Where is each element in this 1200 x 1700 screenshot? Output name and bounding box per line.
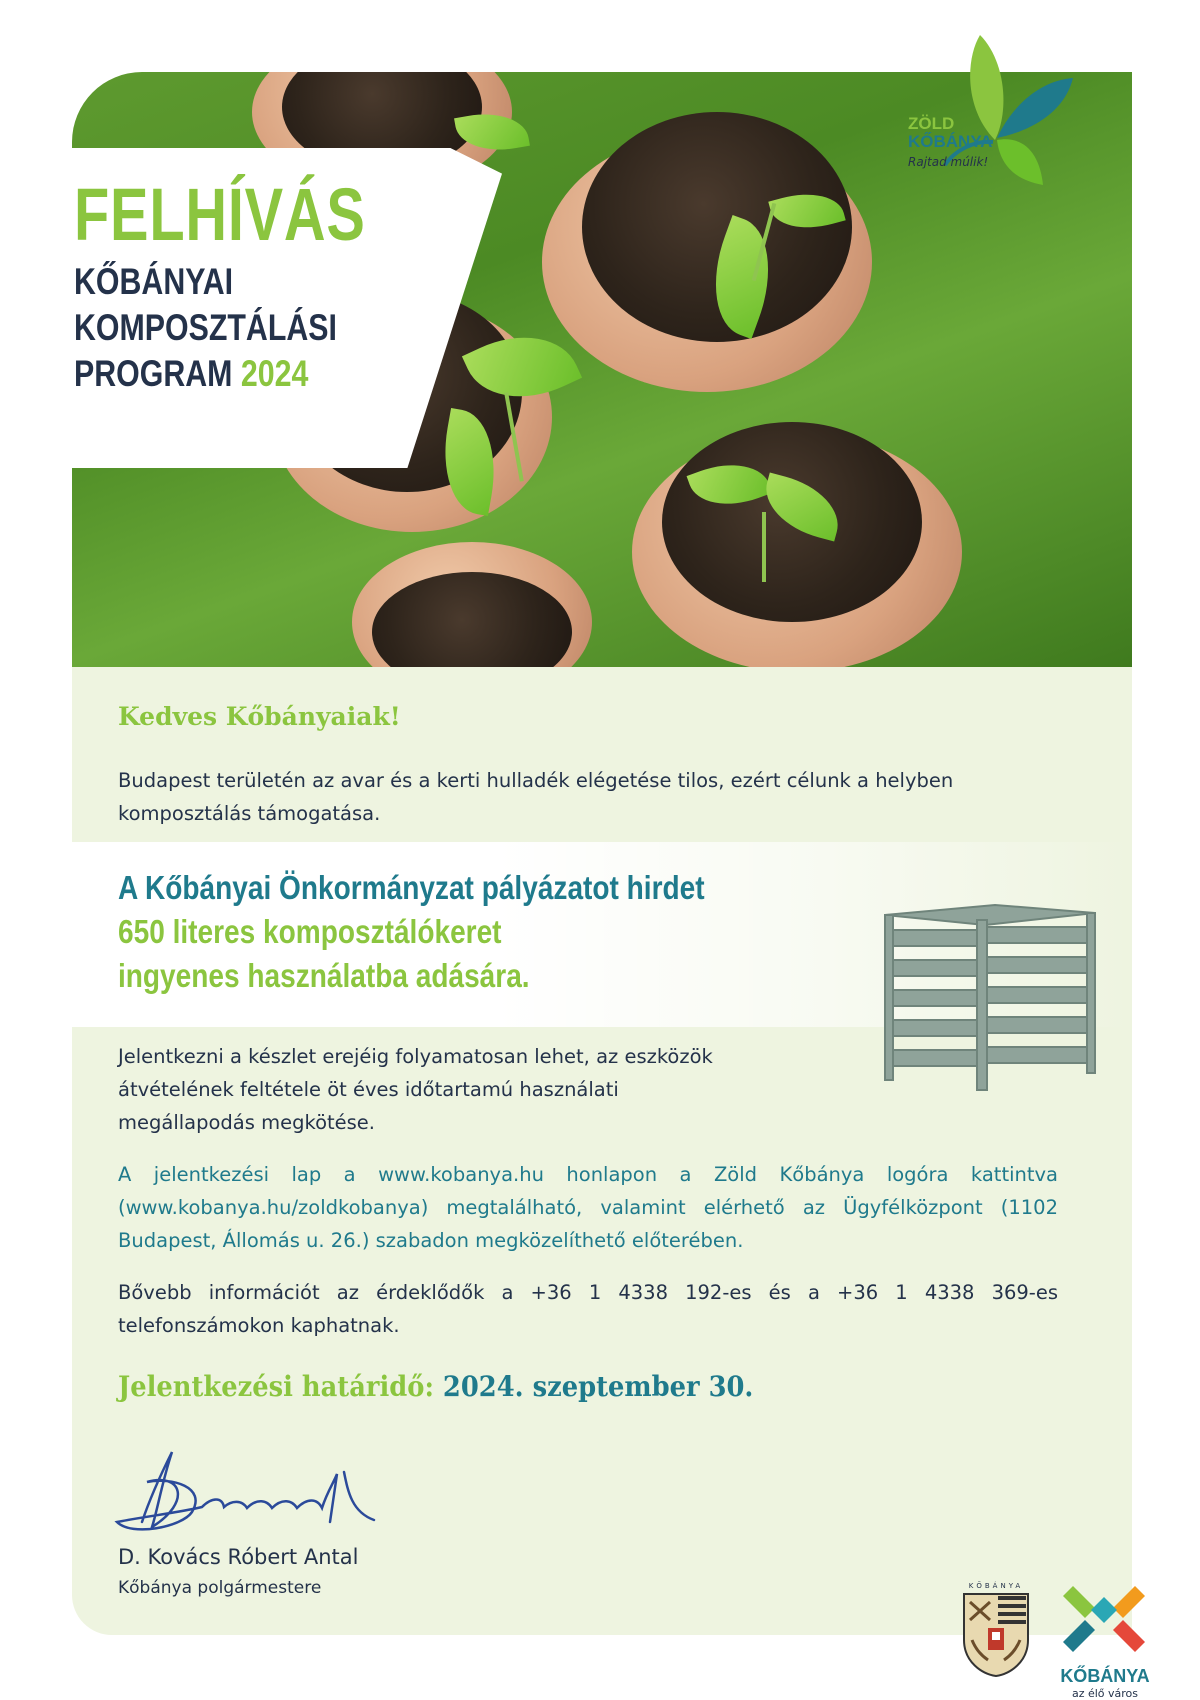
kobanya-crest [960, 1582, 1032, 1682]
subtitle-line-1: KŐBÁNYAI [74, 261, 234, 302]
city-name: KŐBÁNYA [1060, 1666, 1150, 1686]
announcement-line-2: 650 literes komposztálókeret [118, 913, 502, 950]
announcement [118, 866, 705, 998]
announcement-line-3: ingyenes használatba adására. [118, 957, 530, 994]
city-logo-icon [1055, 1578, 1155, 1656]
handwritten-signature [112, 1442, 382, 1542]
headline: FELHÍVÁS [74, 173, 366, 256]
crest-caption: KŐBÁNYA [968, 1582, 1024, 1590]
deadline [118, 1370, 753, 1403]
compost-bin-icon [875, 895, 1115, 1095]
logo-line-2: KŐBÁNYA [908, 132, 993, 151]
coat-of-arms-icon [960, 1590, 1032, 1678]
form-info-paragraph: A jelentkezési lap a www.kobanya.hu honlapon a Zöld Kőbánya logóra kattintva (www.kobanya.hu/zoldkobanya) megtalálható, valamint elérhető az Ügyfélközpont (1102 Budapest, Állomás u. 26.) szabadon megközelíthető előterében. [118, 1163, 1058, 1252]
city-tagline: az élő város [1071, 1687, 1139, 1700]
signatory-title: Kőbánya polgármestere [118, 1578, 322, 1598]
sprout-stem [762, 512, 766, 582]
subtitle-program: PROGRAM [74, 353, 233, 394]
kobanya-city-logo [1055, 1578, 1155, 1700]
zold-kobanya-logo [905, 30, 1075, 190]
signatory-name: D. Kovács Róbert Antal [118, 1545, 359, 1569]
signature-image [112, 1442, 382, 1542]
title-block [74, 172, 448, 397]
subtitle-line-2: KOMPOSZTÁLÁSI [74, 307, 337, 348]
deadline-value: 2024. szeptember 30. [442, 1370, 754, 1403]
contact-paragraph: Bővebb információt az érdeklődők a +36 1 4338 192-es és a +36 1 4338 369-es telefonszámokon kaphatnak. [118, 1281, 1058, 1337]
compost-bin-image [875, 895, 1115, 1095]
logo-tagline: Rajtad múlik! [908, 155, 989, 169]
greeting: Kedves Kőbányaiak! [118, 702, 401, 731]
intro-paragraph: Budapest területén az avar és a kerti hulladék elégetése tilos, ezért célunk a helyben komposztálás támogatása. [118, 769, 954, 825]
conditions-paragraph: Jelentkezni a készlet erejéig folyamatosan lehet, az eszközök átvételének feltétele öt éves időtartamú használati megállapodás megkötése. [118, 1045, 713, 1134]
subtitle-year: 2024 [240, 353, 309, 394]
deadline-label: Jelentkezési határidő: [118, 1370, 434, 1403]
announcement-line-1: A Kőbányai Önkormányzat pályázatot hirdet [118, 869, 705, 906]
subtitle-line-3 [74, 351, 381, 397]
logo-line-1: ZÖLD [908, 114, 955, 133]
